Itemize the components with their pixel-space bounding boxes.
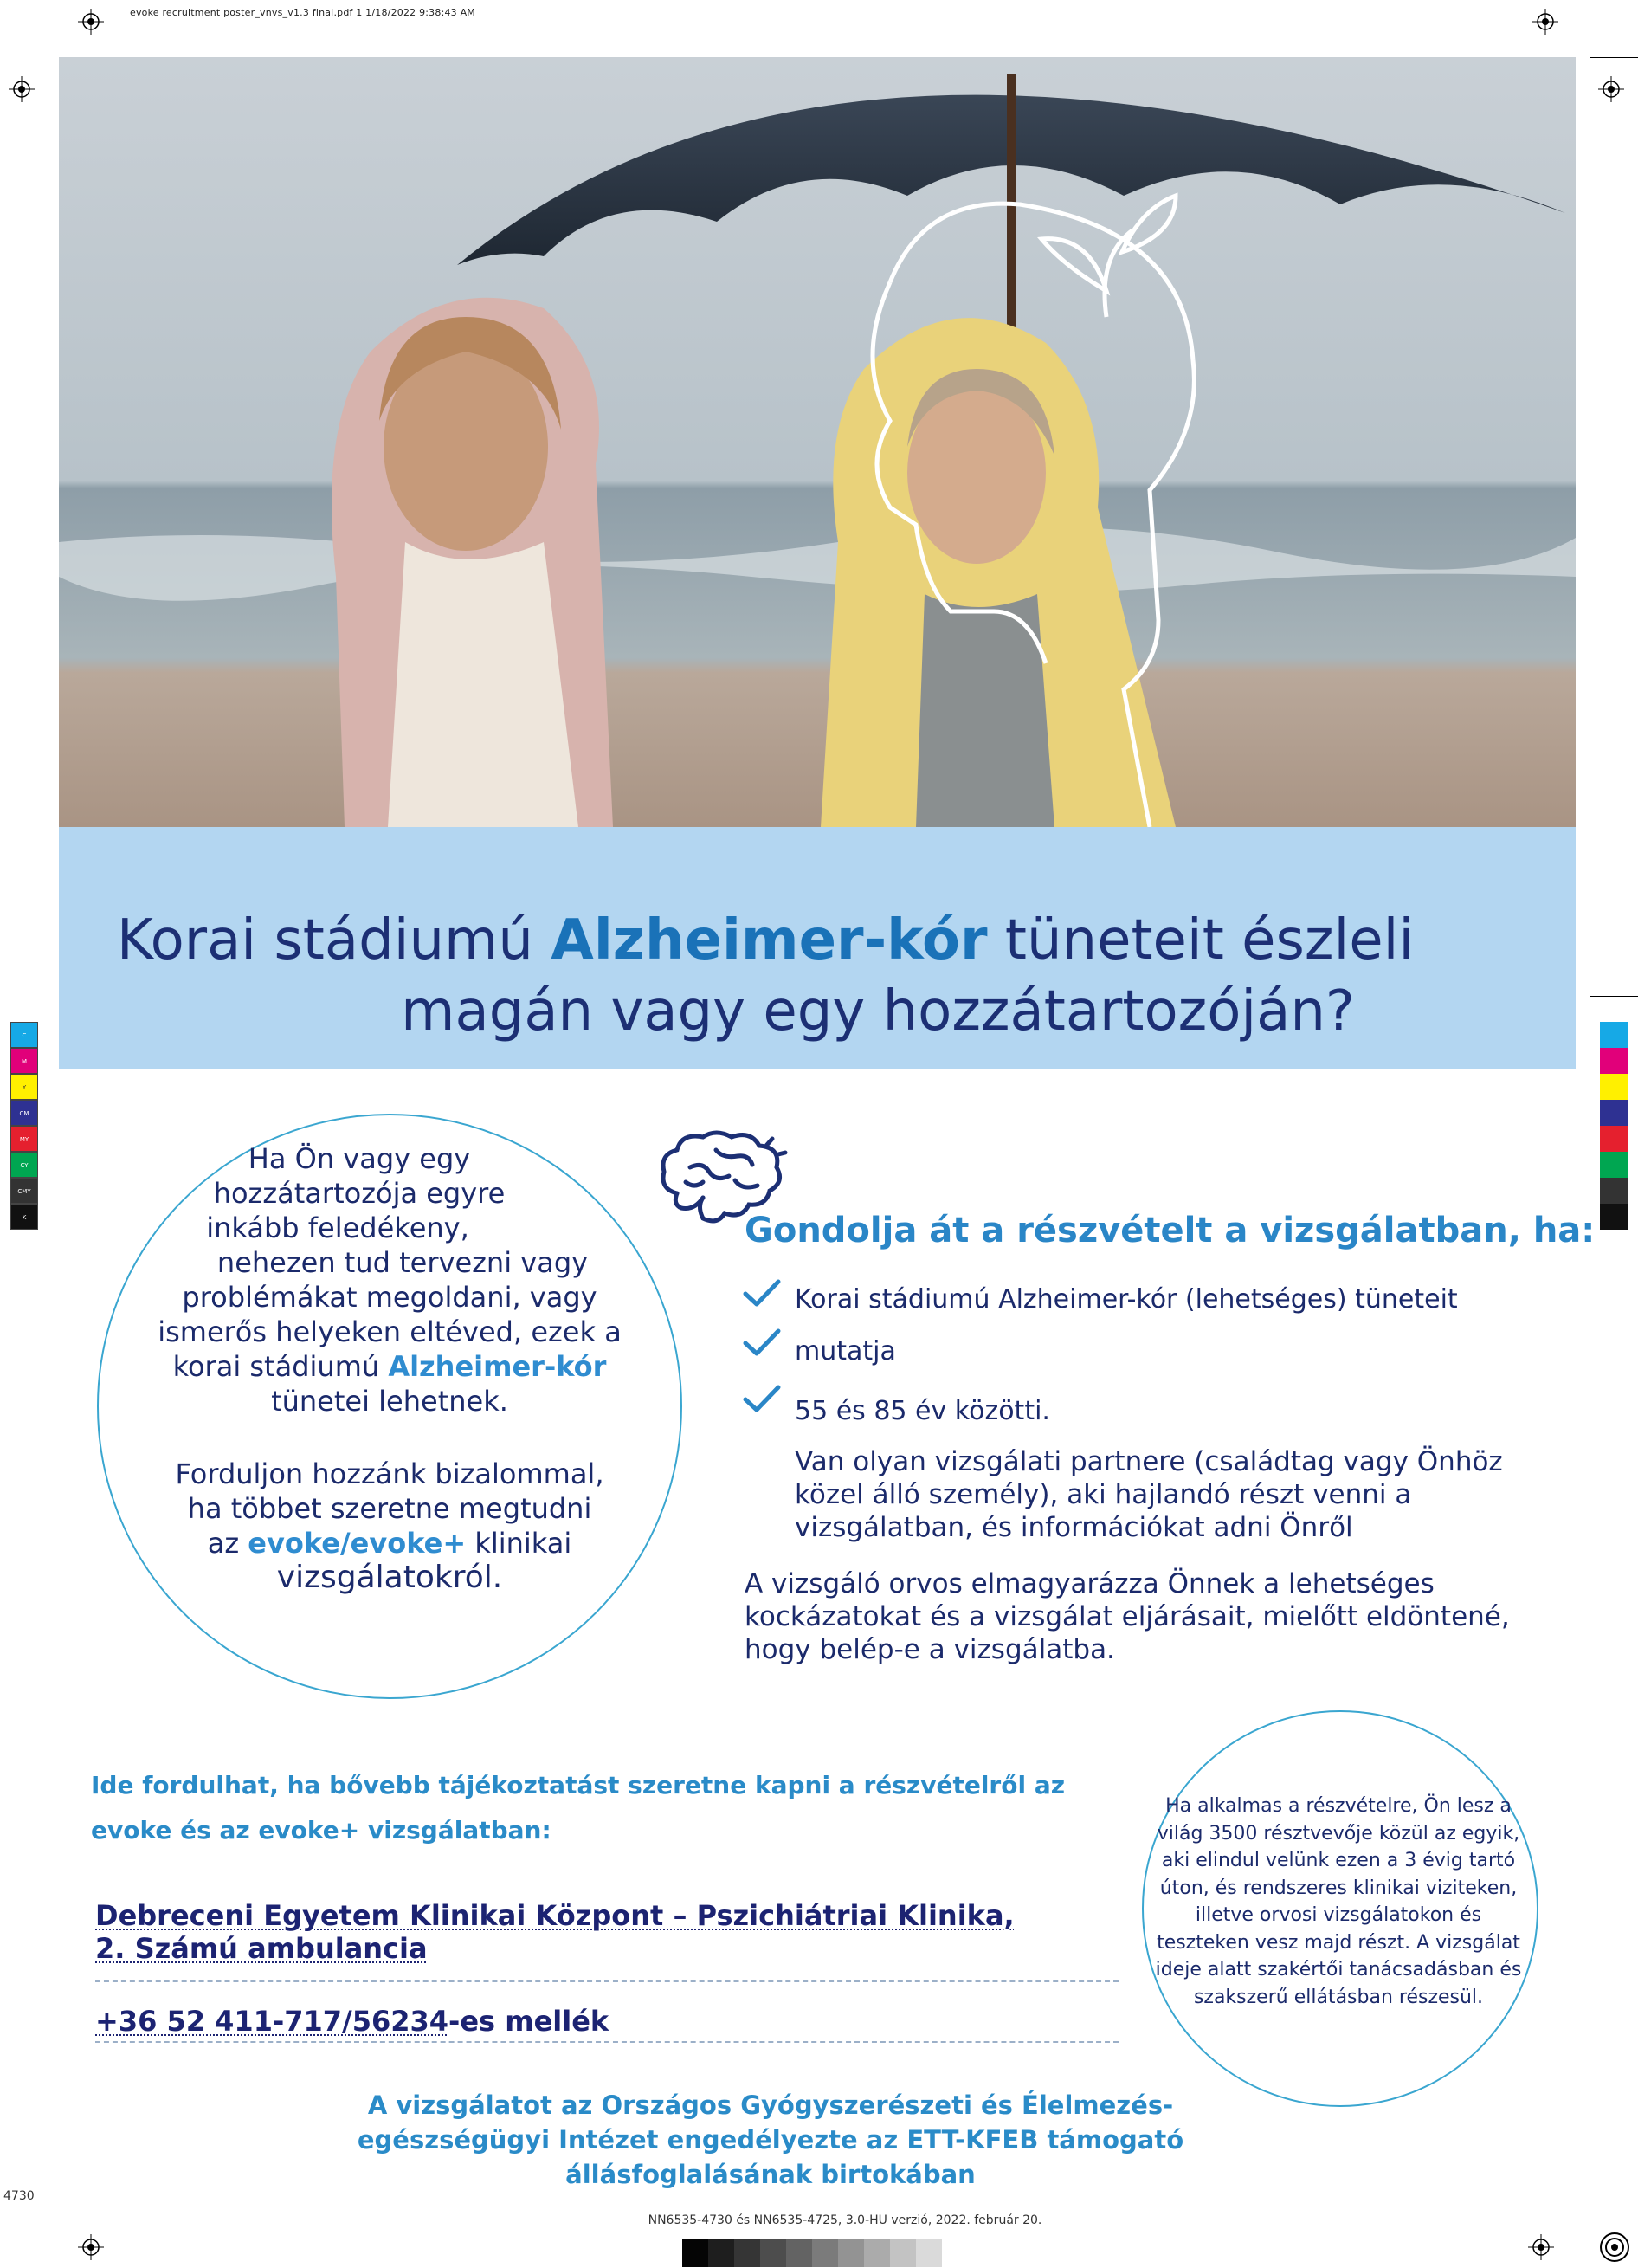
circle-left-line: az evoke/evoke+ klinikai <box>207 1527 572 1560</box>
registration-mark-icon <box>9 76 35 102</box>
swatch: K <box>10 1204 38 1230</box>
explanation-text: A vizsgáló orvos elmagyarázza Önnek a lehetséges kockázatokat és a vizsgálat eljárásait, mielőtt eldöntené, hogy belép-e a vizsgálatba. <box>745 1568 1510 1665</box>
clinic-name[interactable] <box>95 1899 1119 1965</box>
checkmark-icon <box>743 1328 781 1359</box>
circle-left-line: vizsgálatokról. <box>276 1560 503 1595</box>
clinic-line: 2. Számú ambulancia <box>95 1932 428 1965</box>
page-title <box>59 905 1576 1047</box>
circle-left-line: Forduljon hozzánk bizalommal, <box>175 1457 604 1490</box>
circle-left-line: hozzátartozója egyre <box>213 1177 506 1210</box>
registration-mark-icon <box>1598 76 1624 102</box>
headline-text: tüneteit észleli <box>987 908 1415 972</box>
side-code: 4730 <box>3 2189 35 2203</box>
circle-left-line: ha többet szeretne megtudni <box>187 1492 592 1525</box>
circle-left-line: ismerős helyeken eltéved, ezek a <box>158 1315 622 1348</box>
checkmark-icon <box>743 1278 781 1309</box>
registration-mark-icon <box>1597 2230 1632 2265</box>
circle-left-line: Ha Ön vagy egy <box>248 1142 471 1175</box>
criteria-heading: Gondolja át a részvételt a vizsgálatban, ha: <box>745 1211 1596 1250</box>
swatch: Y <box>10 1074 38 1100</box>
circle-left-text <box>156 1141 623 1595</box>
criteria-item: Korai stádiumú Alzheimer-kór (lehetséges) tüneteit <box>795 1284 1458 1315</box>
registration-mark-icon <box>78 2234 104 2260</box>
headline-line2: magán vagy egy hozzátartozóján? <box>401 979 1355 1044</box>
checkmark-icon <box>743 1384 781 1415</box>
headline-accent: Alzheimer-kór <box>551 908 988 972</box>
color-bar-left <box>10 1022 38 1230</box>
criteria-item: mutatja <box>795 1336 896 1367</box>
color-bar-right <box>1600 1022 1628 1230</box>
circle-left-line: inkább feledékeny, <box>206 1212 469 1244</box>
swatch: M <box>10 1048 38 1074</box>
circle-left-line: tünetei lehetnek. <box>271 1385 508 1418</box>
phone-digits: +36 52 411-717/56234 <box>95 2005 449 2038</box>
circle-left-line: nehezen tud tervezni vagy <box>216 1246 589 1279</box>
registration-mark-icon <box>1528 2234 1554 2260</box>
approval-statement: A vizsgálatot az Országos Gyógyszerészeti és Élelmezés-egészségügyi Intézet engedélyezte az ETT-KFEB támogató állásfoglalásának birtokában <box>357 2090 1184 2189</box>
contact-lead: Ide fordulhat, ha bővebb tájékoztatást szeretne kapni a részvételről az evoke és az evoke+ vizsgálatban: <box>91 1771 1066 1845</box>
trim-line <box>1590 57 1638 58</box>
divider <box>95 2041 1119 2043</box>
hero-photo <box>59 57 1576 827</box>
circle-left-line: korai stádiumú Alzheimer-kór <box>172 1350 607 1383</box>
clinic-line: Debreceni Egyetem Klinikai Központ – Pszichiátriai Klinika, <box>95 1899 1015 1932</box>
gray-step-bar <box>682 2239 942 2267</box>
circle-right-text: Ha alkalmas a részvételre, Ön lesz a világ 3500 résztvevője közül az egyik, aki elindul velünk ezen a 3 évig tartó úton, és rendszeres klinikai viziteken, illetve orvosi vizsgálatokon és teszteken vesz majd részt. A vizsgálat ideje alatt szakértői tanácsadásban és szakszerű ellátásban részesül. <box>1155 1795 1522 2008</box>
trim-line <box>1590 996 1638 997</box>
swatch: MY <box>10 1126 38 1152</box>
swatch: CM <box>10 1100 38 1126</box>
registration-mark-icon <box>78 9 104 35</box>
file-meta: evoke recruitment poster_vnvs_v1.3 final.pdf 1 1/18/2022 9:38:43 AM <box>130 7 475 18</box>
swatch: CY <box>10 1152 38 1178</box>
phone-number[interactable] <box>95 2005 609 2038</box>
swatch: CMY <box>10 1178 38 1204</box>
partner-text: Van olyan vizsgálati partnere (családtag vagy Önhöz közel álló személy), aki hajlandó részt venni a vizsgálatban, és információkat adni Önről <box>795 1446 1503 1543</box>
headline-text: Korai stádiumú <box>116 908 551 972</box>
headline-band <box>59 827 1576 1069</box>
circle-left-line: problémákat megoldani, vagy <box>182 1281 597 1314</box>
criteria-item: 55 és 85 év közötti. <box>795 1396 1050 1426</box>
divider <box>95 1980 1119 1982</box>
registration-mark-icon <box>1532 9 1558 35</box>
swatch: C <box>10 1022 38 1048</box>
phone-suffix: -es mellék <box>448 2005 609 2038</box>
footer-version: NN6535-4730 és NN6535-4725, 3.0-HU verzió, 2022. február 20. <box>648 2213 1042 2227</box>
